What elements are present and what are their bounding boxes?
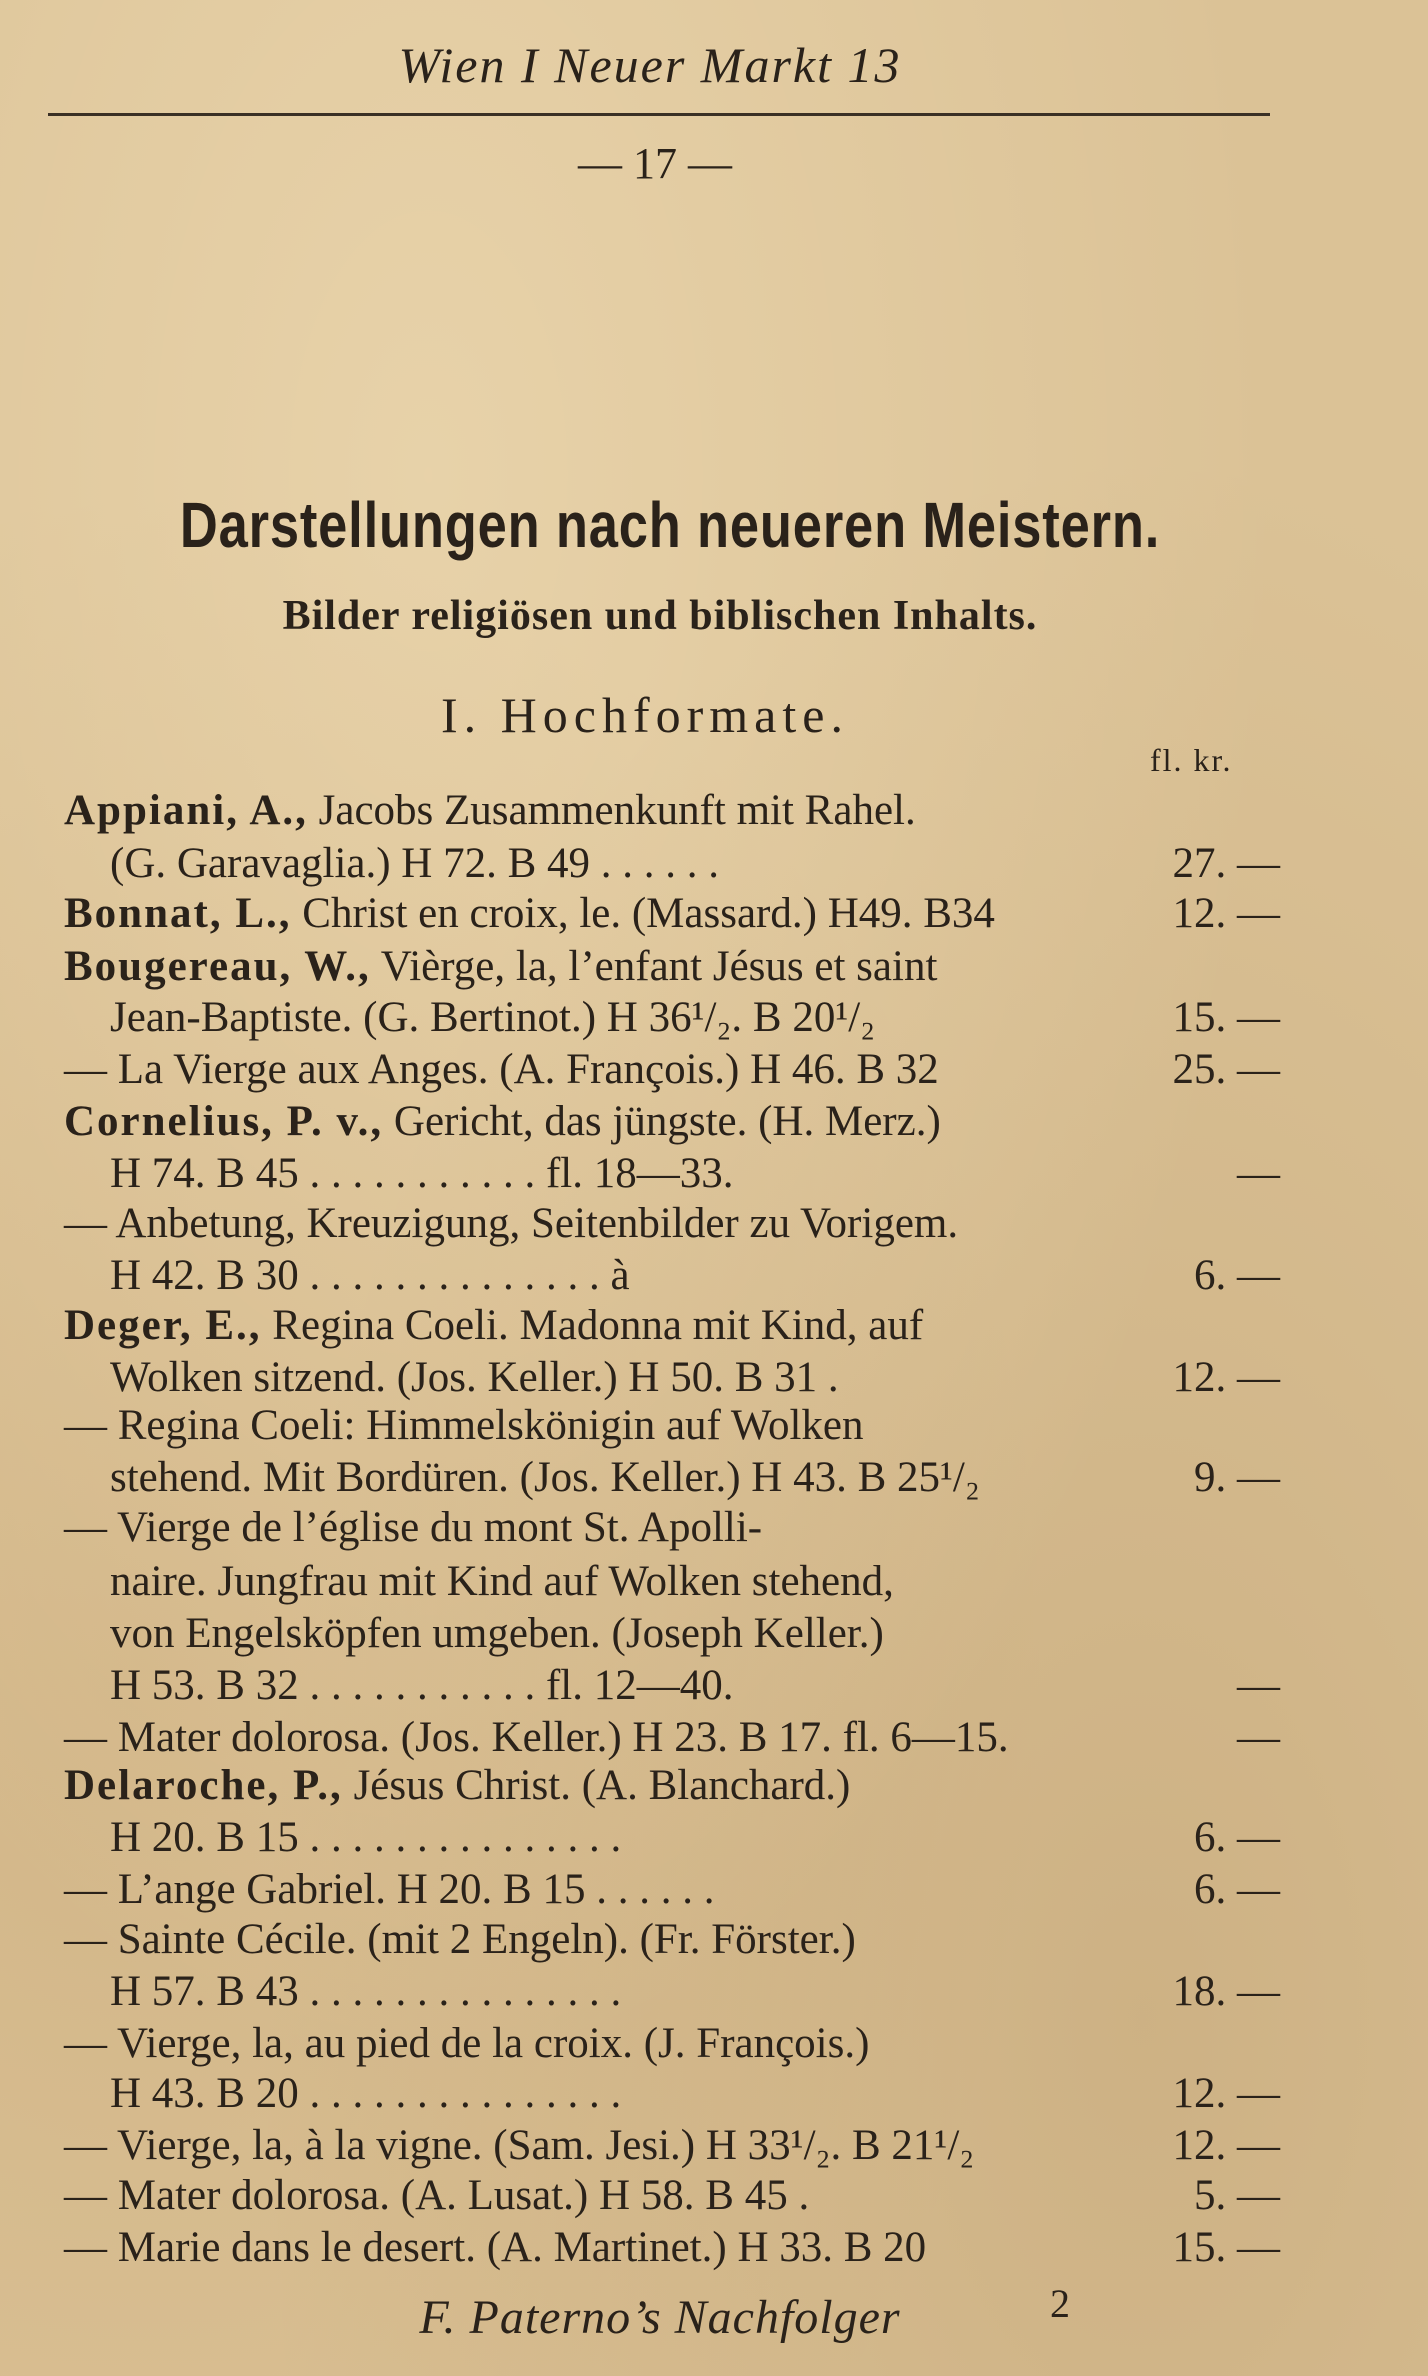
entry-description: H 74. B 45 . . . . . . . . . . . fl. 18—33.: [110, 1150, 734, 1197]
list-item: [64, 2170, 1280, 2222]
list-item: [110, 1556, 1280, 1608]
entry-description: — L’ange Gabriel. H 20. B 15 . . . . . .: [64, 1866, 715, 1913]
entry-description: — Marie dans le desert. (A. Martinet.) H 33. B 20: [64, 2224, 927, 2271]
entry-description: (G. Garavaglia.) H 72. B 49 . . . . . .: [110, 840, 720, 887]
entry-price: 15. —: [1172, 2224, 1280, 2271]
entry-price: 9. —: [1194, 1454, 1280, 1501]
entry-text: [110, 1966, 621, 2018]
header-rule: [48, 113, 1270, 116]
artist-name: Bonnat, L.,: [64, 890, 292, 937]
list-item: [64, 888, 1280, 940]
entry-text: [64, 1864, 714, 1916]
list-item: [110, 1812, 1280, 1864]
entry-description: H 57. B 43 . . . . . . . . . . . . . . .: [110, 1968, 622, 2015]
list-item: [64, 1400, 1280, 1452]
artist-name: Delaroche, P.,: [64, 1762, 343, 1809]
list-item: [110, 1608, 1280, 1660]
entry-price: 12. —: [1172, 2070, 1280, 2117]
entry-description: Jean-Baptiste. (G. Bertinot.) H 36¹/₂. B 20¹/₂: [110, 994, 876, 1041]
entry-description: — La Vierge aux Anges. (A. François.) H 46. B 32: [64, 1046, 939, 1093]
entry-text: [64, 1096, 941, 1148]
entry-text: [64, 2120, 974, 2172]
entry-text: [110, 1608, 884, 1660]
entry-price: 18. —: [1172, 1968, 1280, 2015]
entry-text: [64, 2222, 926, 2274]
list-item: [64, 1044, 1280, 1096]
page-number: — 17 —: [578, 139, 732, 188]
list-item: [64, 1502, 1280, 1554]
entry-price: 6. —: [1194, 1866, 1280, 1913]
entry-price: 12. —: [1172, 890, 1280, 937]
entry-text: [110, 1660, 734, 1712]
entry-price: 6. —: [1194, 1252, 1280, 1299]
entry-description: — Mater dolorosa. (A. Lusat.) H 58. B 45 .: [64, 2172, 810, 2219]
entry-description: — Mater dolorosa. (Jos. Keller.) H 23. B 17. fl. 6—15.: [64, 1714, 1009, 1761]
entry-text: [64, 888, 995, 940]
list-item: [110, 1452, 1280, 1504]
list-item: [64, 2018, 1280, 2070]
entry-price: 5. —: [1194, 2172, 1280, 2219]
entry-text: [110, 1556, 894, 1608]
sheet-number: 2: [1050, 2281, 1070, 2326]
entry-description: H 42. B 30 . . . . . . . . . . . . . . à: [110, 1252, 630, 1299]
entry-text: [110, 992, 875, 1044]
list-item: [64, 1096, 1280, 1148]
entry-description: H 43. B 20 . . . . . . . . . . . . . . .: [110, 2070, 622, 2117]
entry-description: Regina Coeli. Madonna mit Kind, auf: [272, 1302, 924, 1349]
list-item: [110, 838, 1280, 890]
entry-text: [64, 1300, 923, 1352]
entry-description: H 20. B 15 . . . . . . . . . . . . . . .: [110, 1814, 622, 1861]
entry-description: — Regina Coeli: Himmelskönigin auf Wolken: [64, 1402, 864, 1449]
entry-price: —: [1237, 1714, 1280, 1761]
entry-description: — Vierge, la, au pied de la croix. (J. François.): [64, 2020, 870, 2067]
entry-description: — Vierge, la, à la vigne. (Sam. Jesi.) H 33¹/₂. B 21¹/₂: [64, 2122, 975, 2169]
entry-text: [110, 1250, 630, 1302]
artist-name: Deger, E.,: [64, 1302, 262, 1349]
entry-description: stehend. Mit Bordüren. (Jos. Keller.) H 43. B 25¹/₂: [110, 1454, 980, 1501]
entry-description: Vièrge, la, l’enfant Jésus et saint: [380, 943, 938, 990]
list-item: [110, 1660, 1280, 1712]
list-item: [110, 2068, 1280, 2120]
list-item: [110, 1148, 1280, 1200]
list-item: [64, 2120, 1280, 2172]
entry-description: — Vierge de l’église du mont St. Apolli-: [64, 1504, 763, 1551]
section-heading: I. Hochformate.: [441, 687, 849, 743]
list-item: [64, 1760, 1280, 1812]
entry-description: Christ en croix, le. (Massard.) H49. B34: [302, 890, 995, 937]
artist-name: Bougereau, W.,: [64, 943, 371, 990]
entry-text: [64, 941, 937, 993]
header-city: Wien I Neuer Markt 13: [398, 37, 902, 93]
entry-price: 6. —: [1194, 1814, 1280, 1861]
list-item: [110, 1250, 1280, 1302]
list-item: [64, 1864, 1280, 1916]
footer-publisher: F. Paterno’s Nachfolger: [419, 2291, 901, 2344]
entry-text: [64, 1914, 856, 1966]
page-title: Darstellungen nach neueren Meistern.: [179, 489, 1161, 561]
entry-text: [64, 785, 916, 837]
entry-description: — Anbetung, Kreuzigung, Seitenbilder zu Vorigem.: [64, 1200, 959, 1247]
entry-price: 25. —: [1172, 1046, 1280, 1093]
entry-text: [64, 1044, 939, 1096]
entry-text: [110, 1812, 621, 1864]
list-item: [64, 785, 1280, 837]
list-item: [64, 2222, 1280, 2274]
entry-text: [64, 2018, 869, 2070]
list-item: [110, 1352, 1280, 1404]
artist-name: Cornelius, P. v.,: [64, 1098, 384, 1145]
entry-price: 27. —: [1172, 840, 1280, 887]
artist-name: Appiani, A.,: [64, 787, 308, 834]
entry-description: naire. Jungfrau mit Kind auf Wolken stehend,: [110, 1558, 894, 1605]
list-item: [110, 1966, 1280, 2018]
entry-text: [110, 2068, 621, 2120]
entry-description: Jacobs Zusammenkunft mit Rahel.: [318, 787, 916, 834]
list-item: [64, 1198, 1280, 1250]
entry-description: Wolken sitzend. (Jos. Keller.) H 50. B 31 .: [110, 1354, 839, 1401]
entry-text: [64, 1502, 762, 1554]
entry-description: Jésus Christ. (A. Blanchard.): [353, 1762, 851, 1809]
entry-text: [64, 1400, 864, 1452]
entry-text: [64, 1198, 958, 1250]
list-item: [64, 1300, 1280, 1352]
entry-text: [64, 2170, 809, 2222]
entry-description: von Engelsköpfen umgeben. (Joseph Keller.): [110, 1610, 884, 1657]
entry-price: 12. —: [1172, 2122, 1280, 2169]
list-item: [64, 1712, 1280, 1764]
list-item: [64, 1914, 1280, 1966]
list-item: [64, 941, 1280, 993]
entry-text: [110, 1452, 980, 1504]
entry-price: —: [1237, 1662, 1280, 1709]
entry-description: H 53. B 32 . . . . . . . . . . . fl. 12—40.: [110, 1662, 734, 1709]
entry-price: 15. —: [1172, 994, 1280, 1041]
entry-text: [110, 1148, 734, 1200]
entry-text: [110, 1352, 839, 1404]
entry-description: — Sainte Cécile. (mit 2 Engeln). (Fr. Förster.): [64, 1916, 856, 1963]
entry-text: [64, 1760, 850, 1812]
list-item: [110, 992, 1280, 1044]
entry-description: Gericht, das jüngste. (H. Merz.): [393, 1098, 941, 1145]
entry-price: —: [1237, 1150, 1280, 1197]
entry-text: [110, 838, 719, 890]
currency-header: fl. kr.: [1150, 742, 1233, 778]
subtitle: Bilder religiösen und biblischen Inhalts.: [282, 593, 1038, 639]
entry-price: 12. —: [1172, 1354, 1280, 1401]
entry-text: [64, 1712, 1009, 1764]
